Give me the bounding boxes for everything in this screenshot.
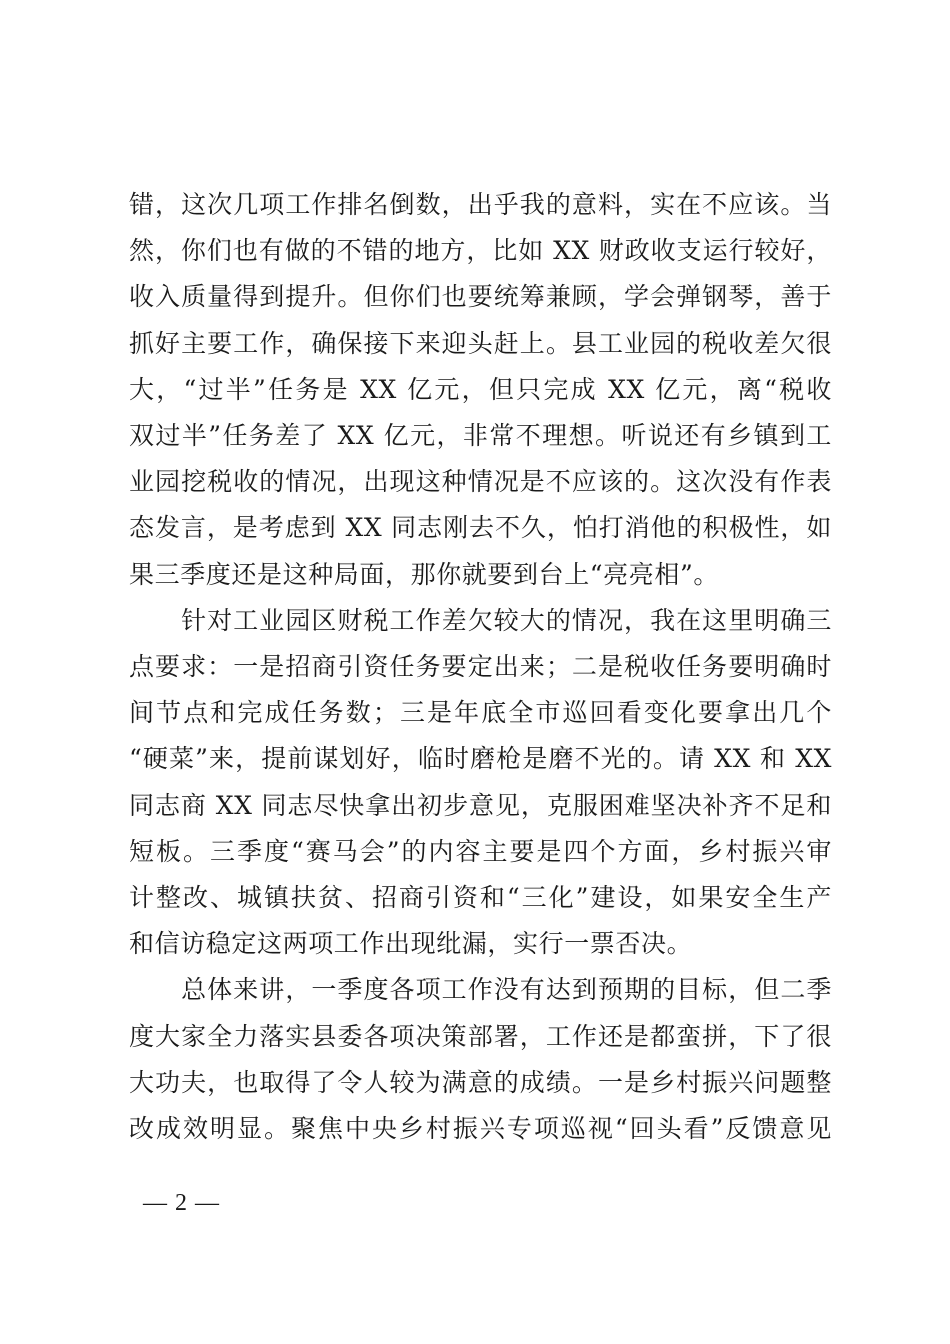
text-line: 计整改、城镇扶贫、招商引资和“三化”建设，如果安全生产: [129, 883, 832, 913]
text-line: 大，“过半”任务是 XX 亿元，但只完成 XX 亿元，离“税收: [129, 374, 832, 404]
text-line: 抓好主要工作，确保接下来迎头赶上。县工业园的税收差欠很: [129, 328, 832, 358]
page-number: — 2 —: [143, 1190, 220, 1216]
text-line: 和信访稳定这两项工作出现纰漏，实行一票否决。: [129, 929, 693, 959]
text-line: 改成效明显。聚焦中央乡村振兴专项巡视“回头看”反馈意见: [129, 1114, 832, 1144]
text-line: 果三季度还是这种局面，那你就要到台上“亮亮相”。: [129, 559, 719, 589]
body-text: [129, 182, 832, 1152]
text-line: 业园挖税收的情况，出现这种情况是不应该的。这次没有作表: [129, 467, 832, 497]
text-line: 然，你们也有做的不错的地方，比如 XX 财政收支运行较好，: [129, 236, 832, 266]
text-line: 同志商 XX 同志尽快拿出初步意见，克服困难坚决补齐不足和: [129, 790, 832, 820]
text-line: “硬菜”来，提前谋划好，临时磨枪是磨不光的。请 XX 和 XX: [129, 744, 832, 774]
text-line: 双过半”任务差了 XX 亿元，非常不理想。听说还有乡镇到工: [129, 421, 832, 451]
text-line: 错，这次几项工作排名倒数，出乎我的意料，实在不应该。当: [129, 190, 832, 219]
text-line: 态发言，是考虑到 XX 同志刚去不久，怕打消他的积极性，如: [129, 513, 832, 543]
text-line: 度大家全力落实县委各项决策部署，工作还是都蛮拼，下了很: [129, 1021, 832, 1051]
text-line: 总体来讲，一季度各项工作没有达到预期的目标，但二季: [129, 975, 832, 1005]
text-line: 短板。三季度“赛马会”的内容主要是四个方面，乡村振兴审: [129, 836, 832, 866]
text-line: 间节点和完成任务数；三是年底全市巡回看变化要拿出几个: [129, 698, 832, 728]
text-line: 针对工业园区财税工作差欠较大的情况，我在这里明确三: [129, 605, 832, 635]
text-line: 点要求：一是招商引资任务要定出来；二是税收任务要明确时: [129, 652, 832, 682]
text-line: 收入质量得到提升。但你们也要统筹兼顾，学会弹钢琴，善于: [129, 282, 832, 312]
text-line: 大功夫，也取得了令人较为满意的成绩。一是乡村振兴问题整: [129, 1067, 832, 1097]
